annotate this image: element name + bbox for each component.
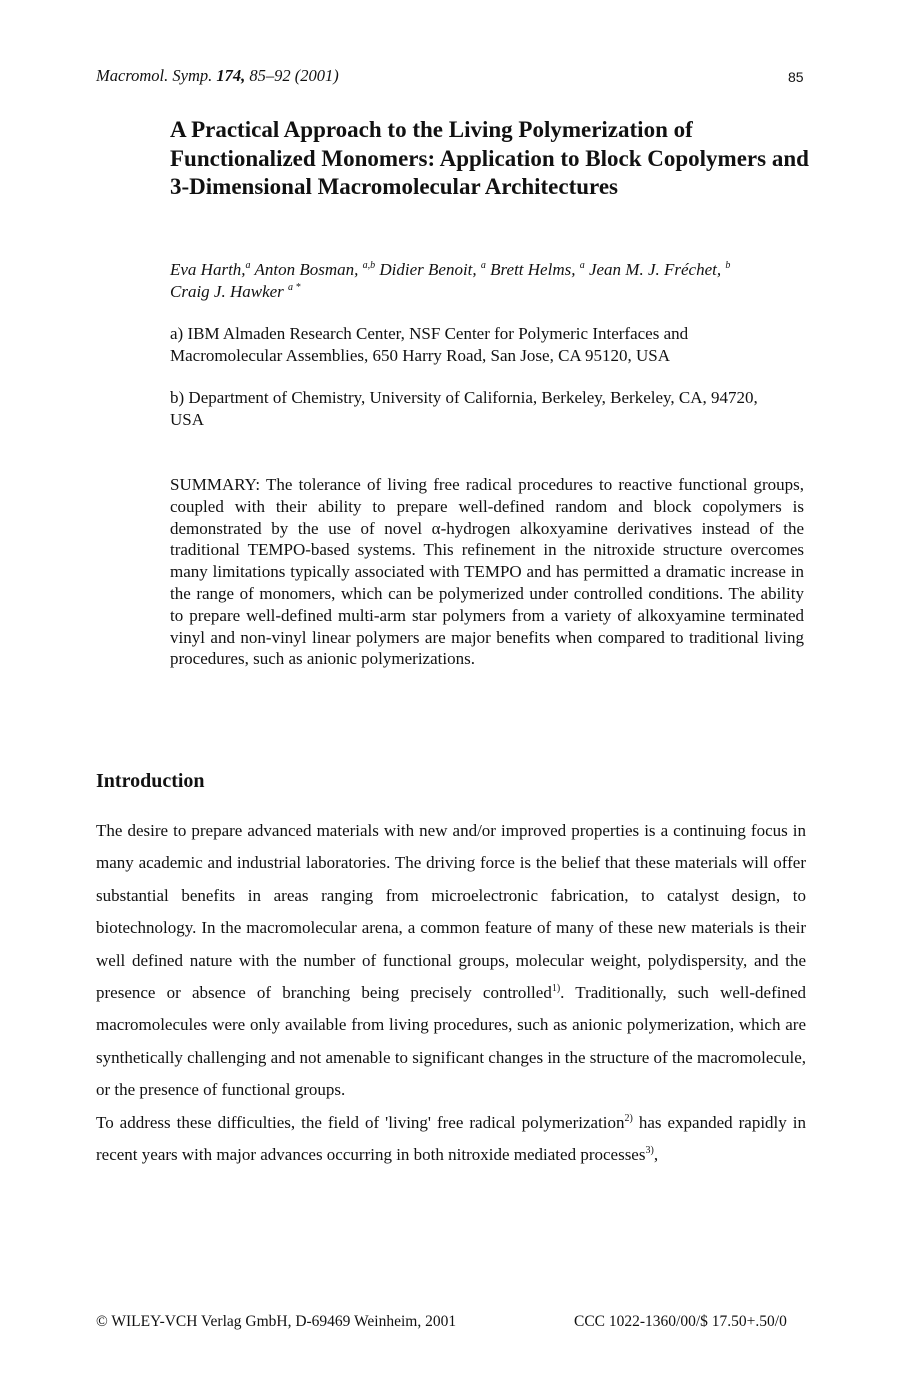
section-heading-introduction: Introduction	[96, 770, 205, 792]
paragraph-text: has expanded rapidly in recent years with major advances occurring in both nitroxide mediated processes	[96, 1112, 806, 1165]
author: Didier Benoit,	[379, 260, 477, 279]
affiliation-b: b) Department of Chemistry, University of California, Berkeley, Berkeley, CA, 94720, USA	[170, 388, 758, 429]
author-affil-mark: a *	[288, 282, 301, 293]
author: Anton Bosman,	[254, 260, 359, 279]
abstract-text: SUMMARY: The tolerance of living free radical procedures to reactive functional groups, coupled with their ability to prepare well-defined random and block copolymers is demonstrated by the use of novel α-hydrogen alkoxyamine derivatives instead of the traditional TEMPO-based systems. This refinement in the nitroxide structure overcomes many limitations typically associated with TEMPO and has permitted a dramatic increase in the range of monomers, which can be polymerized under controlled conditions. The ability to prepare well-defined multi-arm star polymers from a variety of alkoxyamine terminated vinyl and non-vinyl linear polymers are major benefits when compared to traditional living procedures, such as anionic polymerizations.	[170, 475, 804, 669]
paragraph	[96, 1107, 806, 1172]
paper-title: A Practical Approach to the Living Polymerization of Functionalized Monomers: Application to Block Copolymers and 3-Dimensional Macromolecular Architectures	[170, 117, 809, 199]
reference-marker: 1)	[551, 983, 561, 995]
author: Jean M. J. Fréchet,	[588, 260, 722, 279]
ccc-code-footer: CCC 1022-1360/00/$ 17.50+.50/0	[574, 1313, 787, 1330]
author: Brett Helms,	[490, 260, 576, 279]
affiliation-a: a) IBM Almaden Research Center, NSF Center for Polymeric Interfaces and Macromolecular Assemblies, 650 Harry Road, San Jose, CA 95120, USA	[170, 324, 689, 365]
journal-volume: 174,	[216, 66, 246, 85]
author-affil-mark: b	[725, 260, 731, 271]
paragraph-text: To address these difficulties, the field of 'living' free radical polymerization	[96, 1112, 625, 1132]
reference-marker: 2)	[624, 1112, 633, 1124]
introduction-body	[96, 815, 806, 1171]
paragraph	[96, 815, 806, 1107]
reference-marker: 3)	[645, 1145, 654, 1157]
journal-name: Macromol. Symp.	[96, 66, 213, 85]
author-affil-mark: a	[480, 260, 486, 271]
author-list	[170, 259, 810, 303]
paragraph-text: ,	[653, 1145, 659, 1165]
author-affil-mark: a,b	[362, 260, 376, 271]
author-affil-mark: a	[245, 260, 251, 271]
paragraph-text: The desire to prepare advanced materials with new and/or improved properties is a continuing focus in many academic and industrial laboratories. The driving force is the belief that these materials will offer substantial benefits in areas ranging from microelectronic fabrication, to catalyst design, to biotechnology. In the macromolecular arena, a common feature of many of these new materials is their well defined nature with the number of functional groups, molecular weight, polydispersity, and the presence or absence of branching being precisely controlled	[96, 821, 806, 1003]
page-number: 85	[788, 69, 804, 85]
author: Craig J. Hawker	[170, 282, 284, 301]
journal-pages-year: 85–92 (2001)	[249, 66, 339, 85]
abstract	[170, 474, 804, 670]
author: Eva Harth,	[170, 260, 246, 279]
paragraph-text: . Traditionally, such well-defined macromolecules were only available from living procedures, such as anionic polymerization, which are synthetically challenging and not amenable to significant changes in the structure of the macromolecule, or the presence of functional groups.	[96, 983, 807, 1100]
author-affil-mark: a	[579, 260, 585, 271]
running-header	[96, 66, 339, 86]
copyright-footer: © WILEY-VCH Verlag GmbH, D-69469 Weinheim, 2001	[96, 1313, 457, 1330]
